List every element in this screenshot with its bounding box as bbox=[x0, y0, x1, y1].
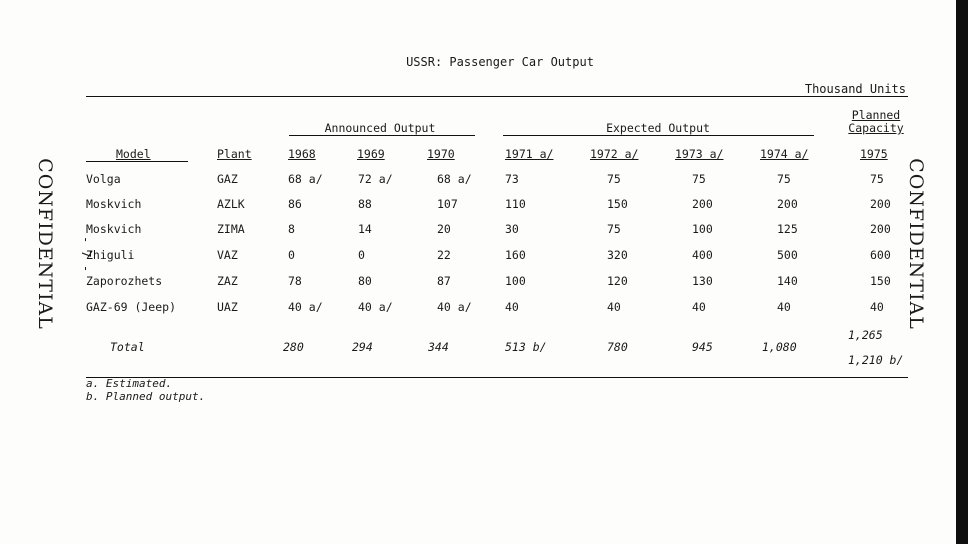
cell-model: Moskvich bbox=[86, 222, 142, 236]
cell-c1969: 80 bbox=[358, 274, 372, 288]
header-1971: 1971 a/ bbox=[505, 147, 554, 161]
cell-c1975: 75 bbox=[870, 172, 884, 186]
header-1970: 1970 bbox=[427, 147, 455, 161]
bottom-rule bbox=[86, 377, 908, 378]
header-plant: Plant bbox=[217, 147, 252, 161]
cell-c1970: 107 bbox=[437, 197, 458, 211]
group-planned-line2: Capacity bbox=[848, 121, 904, 135]
cell-c1969: 40 a/ bbox=[358, 300, 393, 314]
cell-c1975: 200 bbox=[870, 197, 891, 211]
cell-c1972: 120 bbox=[607, 274, 628, 288]
total-1969: 294 bbox=[352, 340, 373, 354]
units-label: Thousand Units bbox=[804, 82, 906, 96]
cell-c1974: 40 bbox=[777, 300, 791, 314]
cell-c1971: 160 bbox=[505, 248, 526, 262]
cell-c1970: 40 a/ bbox=[437, 300, 472, 314]
header-1973: 1973 a/ bbox=[675, 147, 724, 161]
total-1968: 280 bbox=[283, 340, 304, 354]
cell-c1971: 40 bbox=[505, 300, 519, 314]
cell-c1970: 87 bbox=[437, 274, 451, 288]
total-1974: 1,080 bbox=[762, 340, 797, 354]
cell-c1971: 110 bbox=[505, 197, 526, 211]
cell-model: Volga bbox=[86, 172, 121, 186]
cell-c1974: 140 bbox=[777, 274, 798, 288]
cell-c1973: 100 bbox=[692, 222, 713, 236]
cell-plant: ZIMA bbox=[217, 222, 245, 236]
cell-c1975: 200 bbox=[870, 222, 891, 236]
header-1972: 1972 a/ bbox=[590, 147, 639, 161]
cell-c1970: 68 a/ bbox=[437, 172, 472, 186]
cell-c1973: 75 bbox=[692, 172, 706, 186]
cell-c1969: 88 bbox=[358, 197, 372, 211]
cell-c1975: 40 bbox=[870, 300, 884, 314]
total-1975-b: 1,210 b/ bbox=[848, 353, 904, 367]
total-label: Total bbox=[110, 340, 145, 354]
cell-c1972: 320 bbox=[607, 248, 628, 262]
cell-c1969: 72 a/ bbox=[358, 172, 393, 186]
cell-c1975: 600 bbox=[870, 248, 891, 262]
cell-c1973: 130 bbox=[692, 274, 713, 288]
cell-c1973: 400 bbox=[692, 248, 713, 262]
cell-c1974: 200 bbox=[777, 197, 798, 211]
cell-c1971: 73 bbox=[505, 172, 519, 186]
group-announced: Announced Output bbox=[324, 121, 436, 135]
cell-c1968: 78 bbox=[288, 274, 302, 288]
table-title: USSR: Passenger Car Output bbox=[406, 55, 594, 69]
total-1973: 945 bbox=[692, 340, 713, 354]
total-1972: 780 bbox=[607, 340, 628, 354]
cell-c1970: 20 bbox=[437, 222, 451, 236]
cell-c1968: 0 bbox=[288, 248, 295, 262]
header-model-rule bbox=[86, 161, 188, 162]
footnote-a: a. Estimated. bbox=[86, 377, 173, 390]
header-1975: 1975 bbox=[860, 147, 888, 161]
footnote-b: b. Planned output. bbox=[86, 390, 206, 403]
cell-model: Zhiguli bbox=[86, 248, 135, 262]
cell-c1974: 125 bbox=[777, 222, 798, 236]
cell-c1968: 68 a/ bbox=[288, 172, 323, 186]
cell-c1974: 500 bbox=[777, 248, 798, 262]
cell-plant: VAZ bbox=[217, 248, 238, 262]
cell-c1972: 150 bbox=[607, 197, 628, 211]
page-number: - 7 - bbox=[79, 235, 94, 273]
cell-c1973: 40 bbox=[692, 300, 706, 314]
confidential-stamp-left: CONFIDENTIAL bbox=[34, 158, 56, 330]
group-expected-rule bbox=[503, 135, 814, 136]
scan-edge bbox=[956, 0, 968, 544]
header-model: Model bbox=[116, 147, 151, 161]
top-rule bbox=[86, 96, 908, 97]
total-1971: 513 b/ bbox=[505, 340, 547, 354]
cell-c1974: 75 bbox=[777, 172, 791, 186]
cell-c1972: 40 bbox=[607, 300, 621, 314]
header-1968: 1968 bbox=[288, 147, 316, 161]
cell-model: Zaporozhets bbox=[86, 274, 163, 288]
cell-c1969: 14 bbox=[358, 222, 372, 236]
cell-c1972: 75 bbox=[607, 222, 621, 236]
cell-c1969: 0 bbox=[358, 248, 365, 262]
cell-model: Moskvich bbox=[86, 197, 142, 211]
group-planned bbox=[836, 109, 916, 135]
cell-c1968: 86 bbox=[288, 197, 302, 211]
header-1969: 1969 bbox=[357, 147, 385, 161]
total-1970: 344 bbox=[428, 340, 449, 354]
cell-plant: ZAZ bbox=[217, 274, 238, 288]
confidential-stamp-right: CONFIDENTIAL bbox=[905, 158, 927, 330]
cell-c1971: 30 bbox=[505, 222, 519, 236]
cell-c1968: 40 a/ bbox=[288, 300, 323, 314]
cell-plant: AZLK bbox=[217, 197, 245, 211]
cell-c1968: 8 bbox=[288, 222, 295, 236]
cell-c1975: 150 bbox=[870, 274, 891, 288]
group-planned-line1: Planned bbox=[851, 108, 901, 122]
cell-plant: GAZ bbox=[217, 172, 238, 186]
group-announced-rule bbox=[289, 135, 475, 136]
cell-c1972: 75 bbox=[607, 172, 621, 186]
header-1974: 1974 a/ bbox=[760, 147, 809, 161]
cell-c1973: 200 bbox=[692, 197, 713, 211]
total-1975-a: 1,265 bbox=[848, 328, 883, 342]
cell-c1971: 100 bbox=[505, 274, 526, 288]
cell-plant: UAZ bbox=[217, 300, 238, 314]
group-expected: Expected Output bbox=[606, 121, 710, 135]
cell-model: GAZ-69 (Jeep) bbox=[86, 300, 177, 314]
cell-c1970: 22 bbox=[437, 248, 451, 262]
